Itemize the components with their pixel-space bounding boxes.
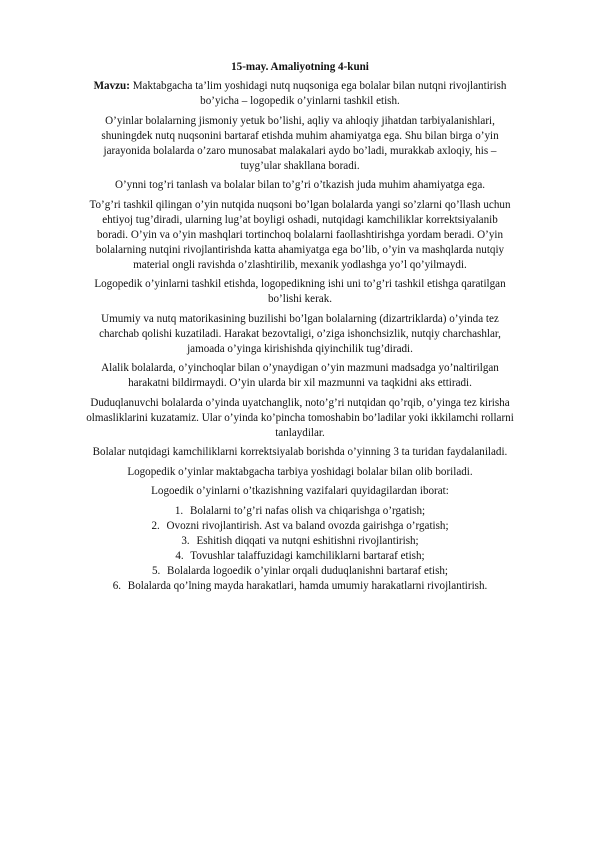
paragraph: Duduqlanuvchi bolalarda o’yinda uyatchanglik, noto’g’ri nutqidan qo’rqib, o’yinga tez kirisha olmasliklarini kuzatamiz. Ular o’yinda ko’pincha tomoshabin bo’ladilar yoki ikkilamchi rollarni tanlaydilar. xyxy=(86,396,514,439)
paragraph: O’ynni tog’ri tanlash va bolalar bilan to’g’ri o’tkazish juda muhim ahamiyatga ega. xyxy=(114,179,486,191)
list-text: Ovozni rivojlantirish. Ast va baland ovozda gairishga o’rgatish; xyxy=(163,519,449,532)
list-number: 4. xyxy=(175,549,184,562)
list-item xyxy=(86,504,514,519)
list-number: 3. xyxy=(181,534,190,547)
list-number: 6. xyxy=(112,579,122,592)
paragraph: Logoedik o’yinlarni o’tkazishning vazifalari quyidagilardan iborat: xyxy=(151,485,449,497)
paragraph: Alalik bolalarda, o’yinchoqlar bilan o’ynaydigan o’yin mazmuni madsadga yo’naltirilgan harakatni bildirmaydi. O’yin ularda bir xil mazmunni va taqkidni aks ettiradi. xyxy=(101,362,499,389)
paragraph: Logopedik o’yinlarni tashkil etishda, logopedikning ishi uni to’g’ri tashkil etishga qaratilgan bo’lishi kerak. xyxy=(94,278,506,305)
paragraph: O’yinlar bolalarning jismoniy yetuk bo’lishi, aqliy va ahloqiy jihatdan tarbiyalanishlari, shuningdek nutq nuqsonini bartaraf etishda muhim ahamiyatga ega. Shu bilan birga o’yin jarayonida bolalarda o’zaro munosabat malakalari aydo bo’ladi, murakkab axloqiy, his – tuyg’ular shakllana boradi. xyxy=(101,114,499,172)
list-text: Eshitish diqqati va nutqni eshitishni rivojlantirish; xyxy=(193,534,419,547)
list-item xyxy=(86,564,514,579)
list-number: 5. xyxy=(151,564,161,577)
list-text: Bolalarda qo’lning mayda harakatlari, hamda umumiy harakatlarni rivojlantirish. xyxy=(125,579,488,592)
document-title: 15-may. Amaliyotning 4-kuni xyxy=(231,61,369,73)
list-text: Bolalarda logoedik o’yinlar orqali duduqlanishni bartaraf etish; xyxy=(164,564,449,577)
list-item xyxy=(86,534,514,549)
paragraph: Umumiy va nutq matorikasining buzilishi bo’lgan bolalarning (dizartriklarda) o’yinda tez charchab qolishi kuzatiladi. Harakat bezovtaligi, o’ziga ishonchsizlik, nutqiy charchashlar, jamoada o’yinga kirishishda qiyinchilik tug’diradi. xyxy=(99,312,501,355)
paragraph: To’g’ri tashkil qilingan o’yin nutqida nuqsoni bo’lgan bolalarda yangi so’zlarni qo’llash uchun ehtiyoj tug’diradi, ularning lug’at boyligi oshadi, nutqidagi kamchiliklar korrektsiyalanib boradi. O’yin va o’yin mashqlari tortinchoq bolalarni faollashtirishga yordam beradi. O’yin bolalarning nutqini rivojlantirishda katta ahamiyatga ega bo’lib, o’yin va mashqlarda nutqiy material ongli ravishda o’zlashtirilib, mexanik yodlashga yo’l qo’yilmaydi. xyxy=(89,198,511,271)
list-item xyxy=(86,549,514,564)
list-text: Tovushlar talaffuzidagi kamchiliklarni bartaraf etish; xyxy=(187,549,425,562)
task-list xyxy=(86,504,514,594)
list-item xyxy=(86,519,514,534)
topic-paragraph xyxy=(86,79,514,109)
list-number: 2. xyxy=(151,519,160,532)
topic-text: Maktabgacha ta’lim yoshidagi nutq nuqsoniga ega bolalar bilan nutqni rivojlantirish bo’yicha – logopedik o’yinlarni tashkil etish. xyxy=(129,80,507,107)
list-number: 1. xyxy=(174,504,184,517)
list-text: Bolalarni to’g’ri nafas olish va chiqarishga o’rgatish; xyxy=(187,504,426,517)
paragraph: Logopedik o’yinlar maktabgacha tarbiya yoshidagi bolalar bilan olib boriladi. xyxy=(127,465,473,478)
topic-label: Mavzu: xyxy=(93,80,130,92)
document-page xyxy=(86,60,514,594)
paragraph: Bolalar nutqidagi kamchiliklarni korrektsiyalab borishda o’yinning 3 ta turidan faydalaniladi. xyxy=(92,446,508,458)
list-item xyxy=(86,579,514,594)
